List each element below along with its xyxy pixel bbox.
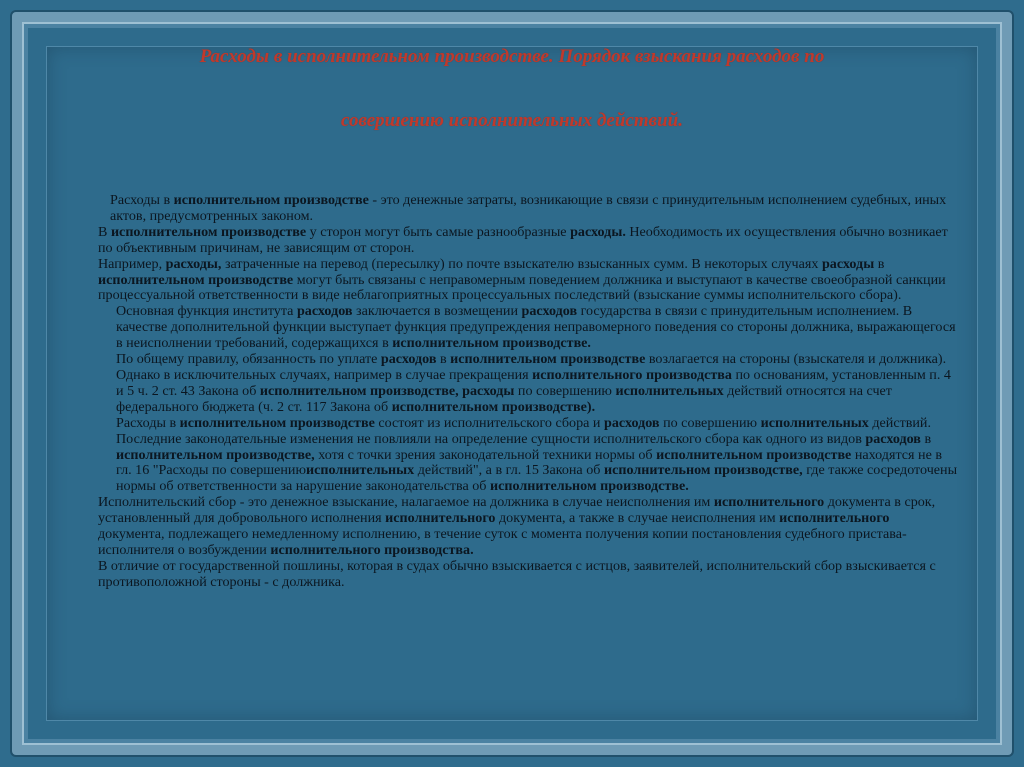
bold-term: исполнительном производстве <box>98 271 294 288</box>
text-run: где также сосредоточены нормы об ответственности за нарушение законодательства об <box>116 462 958 495</box>
text-run: действий. Последние законодательные изменения не повлияли на определение сущности исполнительского сбора как одного из видов <box>116 414 931 447</box>
text-run: По общему правилу, обязанность по уплате <box>116 351 381 368</box>
slide-body-text <box>98 193 958 591</box>
bold-term: расходы. <box>570 223 626 240</box>
bold-term: исполнительном производстве <box>173 192 369 208</box>
bold-term: исполнительного <box>779 510 890 527</box>
paragraph <box>98 225 958 257</box>
bold-term: расходов <box>380 351 437 368</box>
text-run: Расходы в <box>110 192 174 208</box>
text-run: документа в срок, установленный для добровольного исполнения <box>98 494 936 527</box>
text-run: по основаниям, установленным п. 4 и 5 ч. 2 ст. 43 Закона об <box>116 366 951 399</box>
text-run: В отличие от государственной пошлины, которая в судах обычно взыскивается с истцов, заявителей, исполнительский сбор взыскивается с противоположной стороны - с должника. <box>98 557 936 590</box>
paragraph <box>98 559 958 591</box>
paragraph <box>98 416 958 496</box>
bold-term: исполнительном производстве. <box>490 478 689 495</box>
text-run: затраченные на перевод (пересылку) по почте взыскателю взысканных сумм. В некоторых случаях <box>221 255 822 272</box>
bold-term: исполнительных <box>306 462 415 479</box>
paragraph <box>98 193 958 225</box>
bold-term: расходы <box>821 255 875 272</box>
bold-term: исполнительных <box>615 382 724 399</box>
bold-term: исполнительного производства. <box>270 541 474 558</box>
text-run: в <box>874 255 885 272</box>
text-run: находятся не в гл. 16 "Расходы по совершению <box>116 446 943 479</box>
text-run: Основная функция института <box>116 303 297 320</box>
slide-title-line-1: Расходы в исполнительном производстве. Порядок взыскания расходов по <box>199 46 825 67</box>
text-run: по совершению <box>514 382 616 399</box>
text-run: Необходимость их осуществления обычно возникает по объективным причинам, не зависящим от сторон. <box>98 223 948 256</box>
bold-term: расходов <box>865 430 921 447</box>
text-run: - это денежные затраты, возникающие в связи с принудительным исполнением судебных, иных актов, предусмотренных законом. <box>110 192 947 224</box>
text-run: в <box>920 430 932 447</box>
bold-term: исполнительном производстве, расходы <box>259 382 515 399</box>
bold-term: расходов <box>296 303 353 320</box>
bold-term: расходы, <box>165 255 222 272</box>
bold-term: исполнительных <box>760 414 869 431</box>
bold-term: расходов <box>604 414 660 431</box>
bold-term: исполнительном производстве <box>450 351 646 368</box>
text-run: состоят из исполнительского сбора и <box>374 414 604 431</box>
text-run: Однако в исключительных случаях, например в случае прекращения <box>116 366 533 383</box>
bold-term: расходов <box>521 303 578 320</box>
text-run: государства в связи с принудительным исполнением. В качестве дополнительной функции выступает функция предупреждения неправомерного поведения со стороны должника, выражающегося в неисполнении требований, содержащихся в <box>116 303 956 352</box>
slide-title-line-2: совершению исполнительных действий. <box>340 110 684 131</box>
text-run: заключается в возмещении <box>352 303 522 320</box>
text-run: Расходы в <box>116 414 180 431</box>
paragraph <box>98 257 958 305</box>
text-run: по совершению <box>659 414 761 431</box>
text-run: возлагается на стороны (взыскателя и должника). <box>645 351 947 368</box>
bold-term: исполнительного <box>713 494 825 511</box>
text-run: документа, а также в случае неисполнения им <box>495 510 780 527</box>
bold-term: исполнительного производства <box>532 366 732 383</box>
text-run: действий относятся на счет федерального бюджета (ч. 2 ст. 117 Закона об <box>116 382 892 415</box>
text-run: Например, <box>98 255 166 272</box>
text-run: В <box>98 223 111 240</box>
bold-term: исполнительном производстве <box>656 446 852 463</box>
text-run: у сторон могут быть самые разнообразные <box>306 223 571 240</box>
bold-term: исполнительном производстве <box>110 223 307 240</box>
paragraph <box>98 304 958 352</box>
text-run: в <box>436 351 451 368</box>
paragraph <box>98 352 958 368</box>
bold-term: исполнительного <box>385 510 496 527</box>
paragraph <box>98 368 958 416</box>
text-run: хотя с точки зрения законодательной техники нормы об <box>314 446 657 463</box>
bold-term: исполнительном производстве). <box>391 398 596 415</box>
paragraph <box>98 495 958 559</box>
text-run: могут быть связаны с неправомерным поведением должника и выступают в качестве своеобразной санкции процессуальной ответственности в виде неблагоприятных процессуальных последствий (взыскание суммы исполнительского сбора). <box>98 271 946 304</box>
text-run: документа, подлежащего немедленному исполнению, в течение суток с момента получения копии постановления судебного пристава-исполнителя о возбуждении <box>98 526 907 558</box>
bold-term: исполнительном производстве. <box>392 335 591 352</box>
bold-term: исполнительном производстве, <box>116 446 315 463</box>
text-run: действий", а в гл. 15 Закона об <box>414 462 604 479</box>
text-run: Исполнительский сбор - это денежное взыскание, налагаемое на должника в случае неисполнения им <box>98 494 714 511</box>
bold-term: исполнительном производстве, <box>603 462 803 479</box>
bold-term: исполнительном производстве <box>179 414 375 431</box>
